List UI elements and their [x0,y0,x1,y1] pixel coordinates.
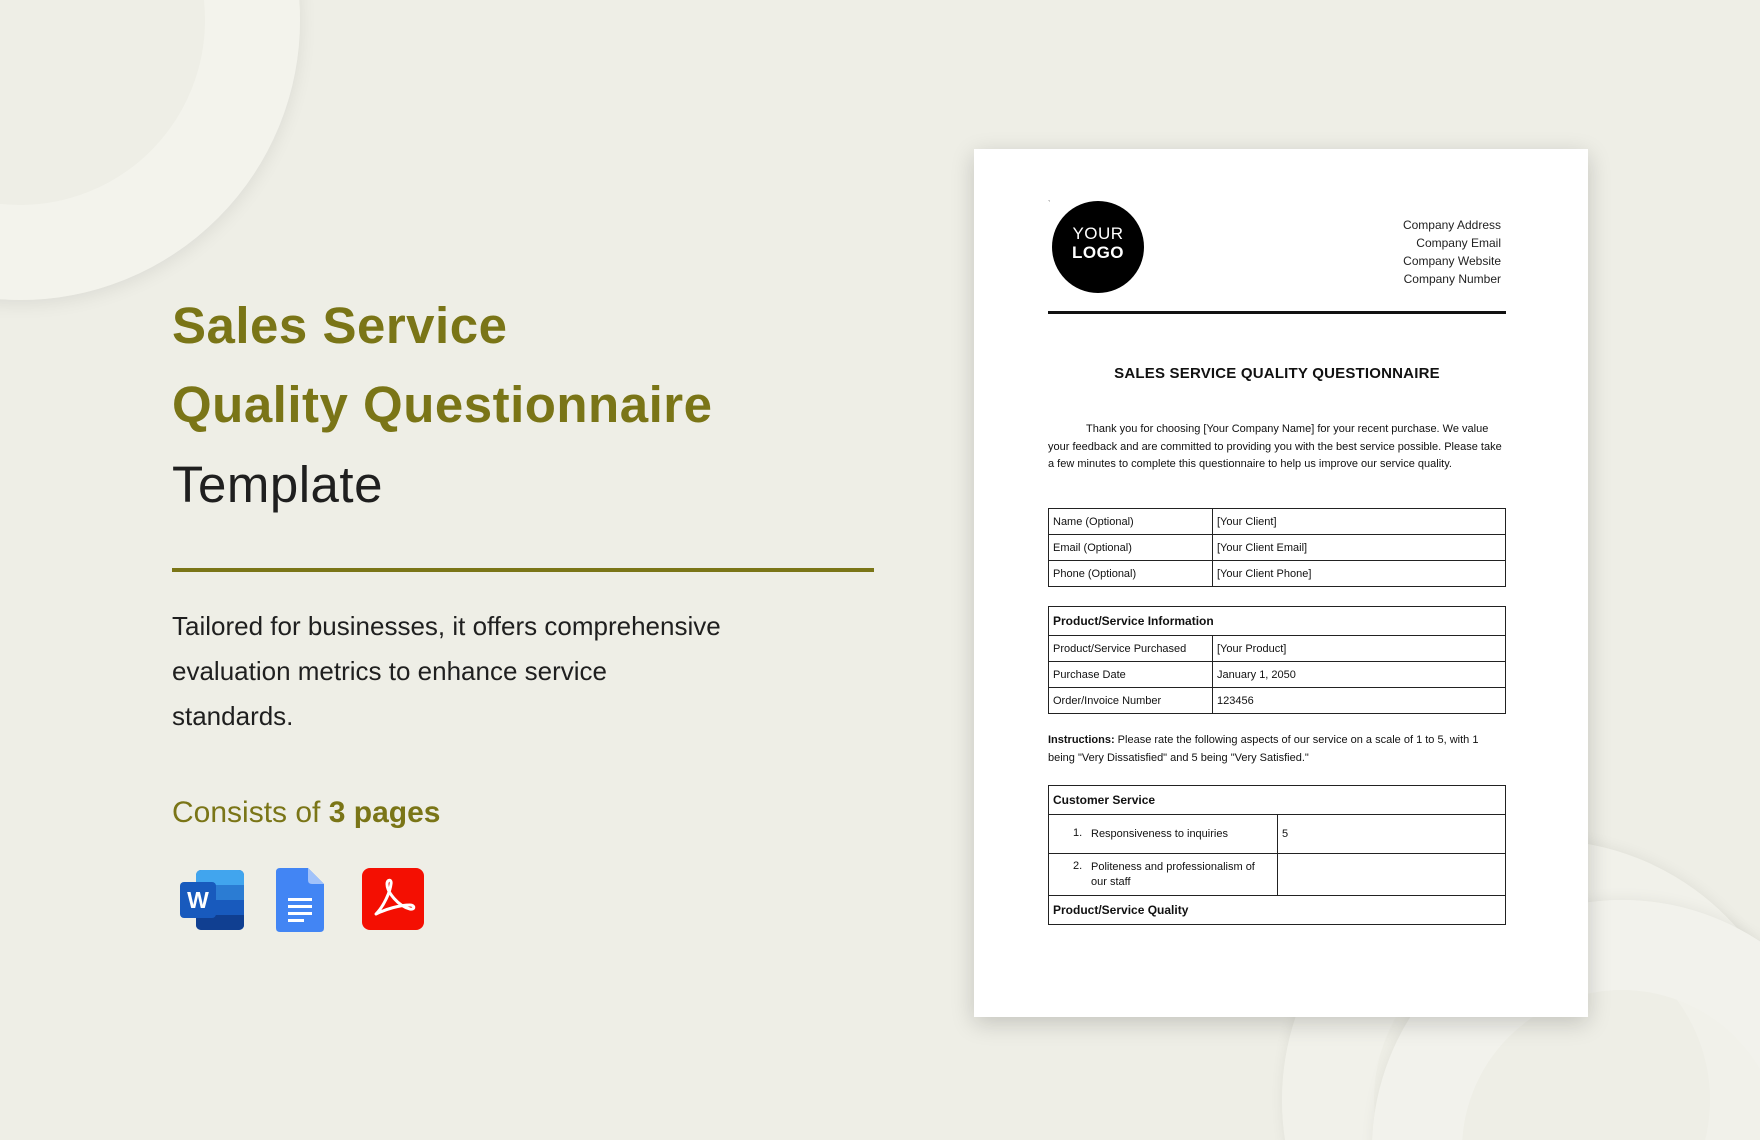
company-info [1403,216,1501,288]
decorative-ring-top-left [0,0,300,300]
intro-paragraph: Thank you for choosing [Your Company Name] for your recent purchase. We value your feedback and are committed to providing you with the best service possible. Please take a few minutes to complete this questionnaire to help us improve our service quality. [1048,423,1502,470]
company-address: Company Address [1402,218,1501,232]
instructions-label: Instructions: [1048,734,1115,746]
customer-service-header: Customer Service [1049,786,1506,815]
table-cell-value: [Your Client Email] [1213,535,1506,561]
hero-description: Tailored for businesses, it offers comprehensive evaluation metrics to enhance service standards. [172,611,721,731]
table-cell-value: [Your Client Phone] [1213,561,1506,587]
table-cell-label: Order/Invoice Number [1049,688,1213,714]
table-cell-label: Phone (Optional) [1049,561,1213,587]
rating-cell: 5 [1278,815,1506,854]
pdf-icon[interactable] [362,868,424,930]
google-docs-icon[interactable] [276,868,324,932]
question-number: 1. [1073,826,1083,839]
table-cell-label: Email (Optional) [1049,535,1213,561]
question-number: 2. [1073,859,1083,872]
word-icon[interactable] [178,868,246,932]
company-email: Company Email [1416,236,1501,250]
header-divider [1048,311,1506,314]
product-info-header: Product/Service Information [1049,607,1506,636]
table-cell-value: January 1, 2050 [1213,662,1506,688]
table-row [1049,509,1506,535]
table-header-row [1049,896,1506,925]
product-info-table [1048,606,1506,714]
instructions [1048,732,1506,767]
table-cell-label: Name (Optional) [1049,509,1213,535]
table-row [1049,688,1506,714]
question-row [1049,854,1506,896]
question-text: Politeness and professionalism of our staff [1091,860,1255,888]
table-header-row [1049,607,1506,636]
doc-tick-mark: ˎ [1048,193,1051,202]
table-row [1049,561,1506,587]
table-cell-label: Product/Service Purchased [1049,636,1213,662]
page-count [172,796,440,830]
hero-title-line-1: Sales Service [172,297,508,354]
page-count-value: 3 pages [328,796,441,829]
rating-cell [1278,854,1506,896]
question-cell [1049,815,1278,854]
table-cell-value: 123456 [1213,688,1506,714]
instructions-text: Please rate the following aspects of our service on a scale of 1 to 5, with 1 being "Very Dissatisfied" and 5 being "Very Satisfied." [1048,734,1479,764]
table-row [1049,535,1506,561]
table-cell-value: [Your Product] [1213,636,1506,662]
title-divider [172,568,874,572]
question-text: Responsiveness to inquiries [1091,827,1228,840]
logo-line-2: LOGO [1071,243,1125,262]
logo-line-1: YOUR [1072,224,1124,243]
question-row [1049,815,1506,854]
hero-title-line-3: Template [172,456,383,513]
document-preview [974,149,1588,1017]
hero-title-line-2: Quality Questionnaire [172,376,713,433]
word-icon-letter: W [187,887,209,913]
contact-table [1048,508,1506,587]
document-title: SALES SERVICE QUALITY QUESTIONNAIRE [1114,365,1440,382]
product-quality-header: Product/Service Quality [1049,896,1506,925]
question-cell [1049,854,1278,896]
company-website: Company Website [1403,254,1501,268]
table-row [1049,636,1506,662]
table-cell-value: [Your Client] [1213,509,1506,535]
company-logo-placeholder [1052,201,1144,293]
rating-table [1048,785,1506,925]
table-row [1049,662,1506,688]
page-count-prefix: Consists of [172,796,329,829]
table-header-row [1049,786,1506,815]
company-number: Company Number [1403,272,1501,286]
table-cell-label: Purchase Date [1049,662,1213,688]
